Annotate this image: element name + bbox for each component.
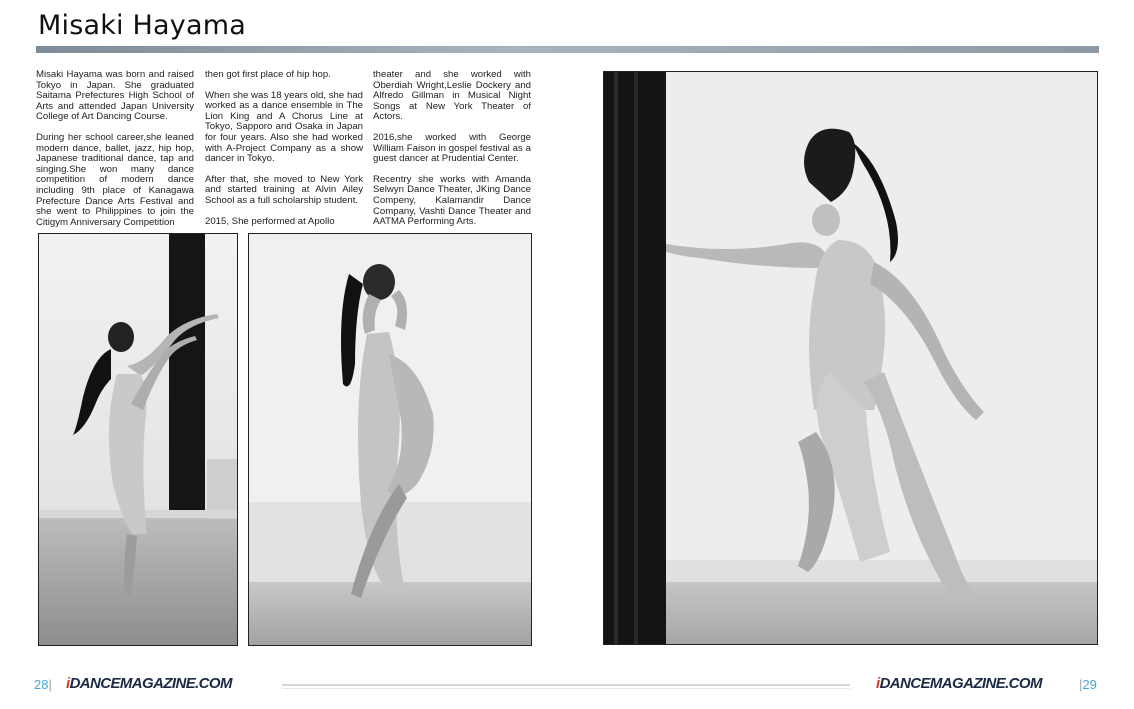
dancer-photo-crouch	[248, 233, 532, 646]
text-column-3	[373, 70, 531, 238]
page-number: 28	[34, 677, 49, 692]
paragraph: Recentry she works with Amanda Selwyn Dance Theater, JKing Dance Compeny, Kalamandir Dance Company, Vashti Dance Theater and AATMA Performing Arts.	[373, 173, 531, 228]
brand-i: i	[876, 675, 880, 692]
paragraph: then got first place of hip hop.	[205, 69, 331, 80]
brand-logo-left	[66, 675, 232, 692]
page-number: 29	[1082, 677, 1097, 692]
paragraph: 2016,she worked with George William Faison in gospel festival as a guest dancer at Prudential Center.	[373, 131, 531, 165]
paragraph: After that, she moved to New York and started training at Alvin Ailey School as a full scholarship student.	[205, 173, 363, 206]
brand-name: DANCEMAGAZINE.COM	[69, 675, 232, 692]
text-column-2	[205, 70, 363, 237]
text-column-1	[36, 70, 194, 238]
article-title: Misaki Hayama	[38, 10, 246, 41]
title-divider	[36, 46, 1099, 53]
footer-rule	[282, 684, 850, 686]
paragraph: 2015, She performed at Apollo	[205, 215, 335, 227]
paragraph: When she was 18 years old, she had worked as a dance ensemble in The Lion King and A Chorus Line at Tokyo, Sapporo and Osaka in Japan for four years. Also she had worked with A-Project Company as a show dancer in Tokyo.	[205, 89, 363, 165]
brand-logo-right	[876, 675, 1042, 692]
brand-i: i	[66, 675, 70, 692]
paragraph: Misaki Hayama was born and raised Tokyo in Japan. She graduated Saitama Prefectures High School of Arts and attended Japan University College of Art Dancing Course.	[36, 69, 194, 123]
paragraph: theater and she worked with Oberdiah Wright,Leslie Dockery and Alfredo Gillman in Musical Night Songs at New York Theater of Actors.	[373, 69, 531, 123]
page-separator: |	[48, 677, 52, 692]
paragraph: During her school career,she leaned modern dance, ballet, jazz, hip hop, Japanese traditional dance, tap and singing.She won many dance competition of modern dance including 9th place of Kanagawa Prefecture Dance Arts Festival and she went to Philippines to join the Citigym Anniversary Competition	[36, 131, 194, 228]
page-separator: |	[1079, 677, 1083, 692]
dancer-photo-column	[603, 71, 1098, 645]
footer-rule	[282, 688, 850, 689]
page-number-right	[1079, 677, 1097, 692]
dancer-photo-kick	[38, 233, 238, 646]
page-number-left	[34, 677, 52, 692]
brand-name: DANCEMAGAZINE.COM	[879, 675, 1042, 692]
